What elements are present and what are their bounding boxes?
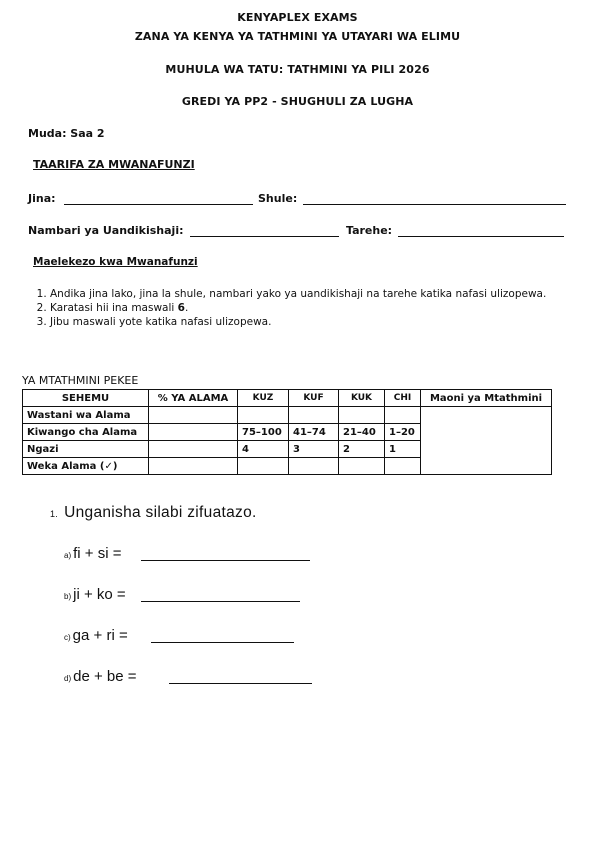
table-cell[interactable]: [238, 407, 289, 424]
table-cell[interactable]: [385, 458, 421, 475]
question-number: 1.: [50, 509, 59, 519]
table-cell[interactable]: [339, 458, 385, 475]
row-label: Kiwango cha Alama: [23, 424, 149, 441]
student-info-heading: TAARIFA ZA MWANAFUNZI: [33, 158, 195, 171]
table-cell: 3: [289, 441, 339, 458]
table-cell[interactable]: [149, 458, 238, 475]
table-cell[interactable]: [149, 407, 238, 424]
table-row: [23, 407, 552, 424]
part-a: a) fi + si =: [64, 545, 122, 562]
name-field[interactable]: [64, 204, 253, 205]
header-kuz: KUZ: [238, 390, 289, 407]
table-cell[interactable]: [339, 407, 385, 424]
table-cell[interactable]: [385, 407, 421, 424]
answer-field-c[interactable]: [151, 642, 294, 643]
row-label: Weka Alama (✓): [23, 458, 149, 475]
assessor-caption: YA MTATHMINI PEKEE: [22, 374, 139, 387]
grade-subject-title: GREDI YA PP2 - SHUGHULI ZA LUGHA: [181, 95, 414, 108]
header-kuf: KUF: [289, 390, 339, 407]
school-label: Shule:: [258, 192, 298, 205]
name-label: Jina:: [28, 192, 56, 205]
table-cell: [149, 441, 238, 458]
part-d: d) de + be =: [64, 668, 137, 685]
table-cell: 4: [238, 441, 289, 458]
table-cell: [149, 424, 238, 441]
instruction-item: 3. Jibu maswali yote katika nafasi ulizopewa.: [50, 315, 590, 329]
instructions-list: [28, 287, 590, 329]
remarks-cell[interactable]: [421, 407, 552, 475]
table-cell: 2: [339, 441, 385, 458]
row-label: Ngazi: [23, 441, 149, 458]
duration: Muda: Saa 2: [28, 127, 105, 140]
table-cell: 1: [385, 441, 421, 458]
question-count: 6: [177, 302, 185, 314]
header-remarks: Maoni ya Mtathmini: [421, 390, 552, 407]
instructions-heading: Maelekezo kwa Mwanafunzi: [33, 256, 198, 268]
date-label: Tarehe:: [346, 224, 393, 237]
header-sehemu: SEHEMU: [23, 390, 149, 407]
registration-label: Nambari ya Uandikishaji:: [28, 224, 184, 237]
term-title: MUHULA WA TATU: TATHMINI YA PILI 2026: [165, 63, 430, 76]
table-cell[interactable]: [289, 458, 339, 475]
exam-body-title: KENYAPLEX EXAMS: [237, 11, 358, 24]
table-cell[interactable]: [289, 407, 339, 424]
table-cell: 75–100: [238, 424, 289, 441]
question-text: Unganisha silabi zifuatazo.: [64, 504, 257, 521]
table-cell: 21–40: [339, 424, 385, 441]
date-field[interactable]: [398, 236, 564, 237]
assessor-table: [22, 389, 552, 475]
answer-field-d[interactable]: [169, 683, 312, 684]
instruction-item: 1. Andika jina lako, jina la shule, nambari yako ya uandikishaji na tarehe katika nafasi ulizopewa.: [50, 287, 590, 301]
exam-council-title: ZANA YA KENYA YA TATHMINI YA UTAYARI WA ELIMU: [134, 30, 461, 43]
header-chi: CHI: [385, 390, 421, 407]
question-1: [50, 504, 257, 522]
answer-field-b[interactable]: [141, 601, 300, 602]
row-label: Wastani wa Alama: [23, 407, 149, 424]
instruction-item: 2. Karatasi hii ina maswali 6.: [50, 301, 590, 315]
table-cell: 1–20: [385, 424, 421, 441]
table-cell: 41–74: [289, 424, 339, 441]
table-header-row: [23, 390, 552, 407]
header-kuk: KUK: [339, 390, 385, 407]
header-percent: % YA ALAMA: [149, 390, 238, 407]
part-b: b) ji + ko =: [64, 586, 126, 603]
school-field[interactable]: [303, 204, 566, 205]
answer-field-a[interactable]: [141, 560, 310, 561]
registration-field[interactable]: [190, 236, 339, 237]
part-c: c) ga + ri =: [64, 627, 128, 644]
table-cell[interactable]: [238, 458, 289, 475]
